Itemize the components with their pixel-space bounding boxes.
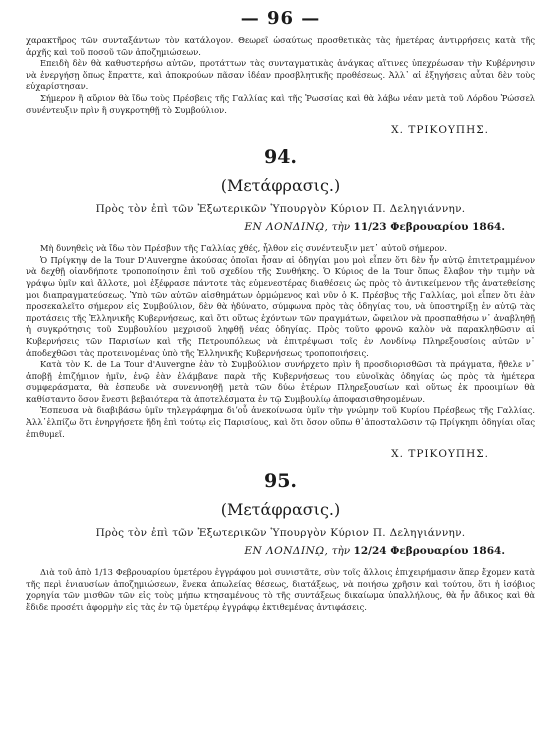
addressee-94: Πρὸς τὸν ἐπὶ τῶν Ἐξωτερικῶν Ὑπουργὸν Κύριον Π. Δεληγιάννην. [95,203,466,216]
document-number-95: 95. [263,470,298,493]
document-title-95: (Μετάφρασις.) [220,500,341,520]
intro-paragraph-2: Επειδὴ δὲν θὰ καθυστερήσω αὐτῶν, προτάττων τὰς συνταγματικὰς ἀνάγκας αἵτινες ὑπεχρέωσαν τὴν Κυβέρνησιν νὰ ἐνεργήσῃ ὅπως ἔπραττε, καὶ ἀποκρούων πᾶσαν ἰδέαν προσβλητικῆς προθέσεως. Ἀλλ᾽ αἱ ἐξηγήσεις αὗται δὲν τοὺς εὐχαρίστησαν. [26,58,535,92]
doc94-paragraph-3: Κατὰ τὸν Κ. de La Tour d'Auvergne ἐὰν τὸ Συμβούλιον συνήρχετο πρὶν ἢ προσδιορισθῶσι τὰ πράγματα, ἤθελε ν᾽ ἀποβῇ ἐπιζήμιον ἡμῖν, ἐνῷ ἐὰν ἐλάμβανε παρὰ τῆς Κυβερνήσεως του εὐνοϊκὰς ὁδηγίας ὡς πρὸς τὰ ἡμέτερα συμφεράσματα, θὰ ἐσπευδε νὰ συνεννοηθῇ μετὰ τῶν δύω ἑτέρων Πληρεξουσίων καὶ οὕτως ἐκ προοιμίων θὰ καθίσταντο ὅσον ἔνεστι βεβαιότερα τὰ ἀποτελέσματα ἐν τῷ Συμβουλίῳ ἀποφασισθησομένων. [26,359,535,404]
doc95-paragraph-1: Διὰ τοῦ ἀπὸ 1/13 Φεβρουαρίου ὑμετέρου ἐγγράφου μοὶ συνιστᾶτε, σὺν τοῖς ἄλλοις ἐπιχειρήμασιν ἅπερ ἔχομεν κατὰ τῆς περὶ ἐνιαυσίων ἀποζημιώσεων, ἕνεκα ἀπωλείας θέσεως, διατάξεως, νὰ ποιήσω χρῆσιν καὶ τούτου, ὅτι ἡ ἰσόβιος χορηγία τῶν μισθῶν τῶν εἰς τοὺς μήπω κτησαμένους τὸ τῆς συντάξεως δικαίωμα ὑπαλλήλους, θὰ ἦν ἄδικος καὶ θὰ ἔδιδε προσέτι ἀφορμὴν εἰς τὰς ἐν τῷ ὑμετέρῳ ἐγγράφῳ ἐκτιθεμένας ἀντιφάσεις. [26,567,535,613]
dateline-date: 11/23 Φεβρουαρίου 1864. [353,221,505,234]
signature-trikoupis-2: Χ. ΤΡΙΚΟΥΠΗΣ. [391,448,489,461]
intro-paragraph-1: χαρακτῆρος τῶν συνταξάντων τὸν κατάλογον. Θεωρεῖ ὡσαύτως προσθετικὰς τὰς ἡμετέρας ἀντιρρήσεις κατὰ τῆς ἀρχῆς καὶ τοῦ ποσοῦ τῶν ἀποζημιώσεων. [26,35,535,57]
signature-trikoupis-1: Χ. ΤΡΙΚΟΥΠΗΣ. [391,124,489,137]
doc94-paragraph-4: Ἐσπευσα νὰ διαβιβάσω ὑμῖν τηλεγράφημα διʼοὗ ἀνεκοίνωσα ὑμῖν τὴν γνώμην τοῦ Κυρίου Πρέσβεως τῆς Γαλλίας. Ἀλλ᾽ἐλπίζω ὅτι ἐνηργήσετε ἤδη ἐπὶ τούτῳ εἰς Παρισίους, καὶ ὅτι ὅσον οὔπω θ᾽ἀποσταλῶσιν τῷ Πρίγκηπι ὁδηγίαι οἵας ἐπιθυμεῖ. [26,405,535,439]
dateline-prefix: τὴν [331,221,351,234]
dateline-place: ΕΝ ΛΟΝΔΙΝῼ, [244,221,329,234]
dateline-95 [26,545,505,557]
intro-paragraph-3: Σήμερον ἢ αὔριον θὰ ἴδω τοὺς Πρέσβεις τῆς Γαλλίας καὶ τῆς Ῥωσσίας καὶ θὰ λάβω νέαν μετὰ τοῦ Λόρδου Ῥώσσελ συνέντευξιν πρὶν ἢ συγκροτηθῇ τὸ Συμβούλιον. [26,92,535,115]
dateline-place: ΕΝ ΛΟΝΔΙΝῼ, [244,545,329,558]
doc94-paragraph-1: Μὴ δυνηθεὶς νὰ ἴδω τὸν Πρέσβυν τῆς Γαλλίας χθές, ἦλθον εἰς συνέντευξιν μετ᾽ αὐτοῦ σήμερον. [40,243,448,254]
dateline-date: 12/24 Φεβρουαρίου 1864. [353,545,505,558]
page-number-header: — 96 — [240,8,321,29]
document-number-94: 94. [263,146,298,169]
document-title-94: (Μετάφρασις.) [220,176,341,196]
dateline-prefix: τὴν [331,545,351,558]
dateline-94 [26,221,505,233]
doc94-paragraph-2: Ὁ Πρίγκηψ de la Tour D'Auvergne ἀκούσας ὁποῖαι ἦσαν αἱ ὁδηγίαι μου μοὶ εἶπεν ὅτι δὲν ἦν αὐτῷ ἐπιτετραμμένον νὰ δεχθῇ οἱανδήποτε τροποποίησιν ἐπὶ τοῦ σχεδίου τῆς Συνθήκης. Ὁ Κύριος de la Tour ὅπως ἔλαβον τὴν τιμὴν νὰ γράψω ὑμῖν καὶ ἄλλοτε, μοὶ ἐξέφρασε πάντοτε τὰς εὐμενεστέρας διαθέσεις ὡς πρὸς τὸ ἀντικείμενον τῆς ἀνατεθείσης μοι διαπραγματεύσεως. Ὑπὸ τῶν αὐτῶν αἰσθημάτων ὁρμώμενος καὶ νῦν ὁ Κ. Πρέσβυς τῆς Γαλλίας, μοὶ εἶπεν ὅτι ἐὰν προσεκαλεῖτο σήμερον εἰς Συμβούλιον, δὲν θὰ ἠδύνατο, σύμφωνα πρὸς τὰς ὁδηγίας του, νὰ ὑποστηρίξῃ ἐν αὐτῷ τὰς προτάσεις τῆς Ἑλληνικῆς Κυβερνήσεως, καὶ ὅτι οὕτως ἐχόντων τῶν πραγμάτων, ὤφειλον νὰ προσπαθήσω ν᾽ ἀναβληθῇ ἡ συγκρότησις τοῦ Συμβουλίου μεχρισοῦ ληφθῇ νέας ὁδηγίας. Πρὸς τοῦτο φρονῶ καλὸν νὰ παρακληθῶσιν αἱ Κυβερνήσεις τῶν Παρισίων καὶ τῆς Πετρουπόλεως νὰ ἐπιτρέψωσι τοῖς ἐν Λονδίνῳ Πληρεξουσίοις αὐτῶν ν᾽ ἀποδεχθῶσι τὰς προτεινομένας ὑπὸ τῆς Ἑλληνικῆς Κυβερνήσεως τροποποιήσεις. [26,254,535,358]
addressee-95: Πρὸς τὸν ἐπὶ τῶν Ἐξωτερικῶν Ὑπουργὸν Κύριον Π. Δεληγιάννην. [95,527,466,540]
